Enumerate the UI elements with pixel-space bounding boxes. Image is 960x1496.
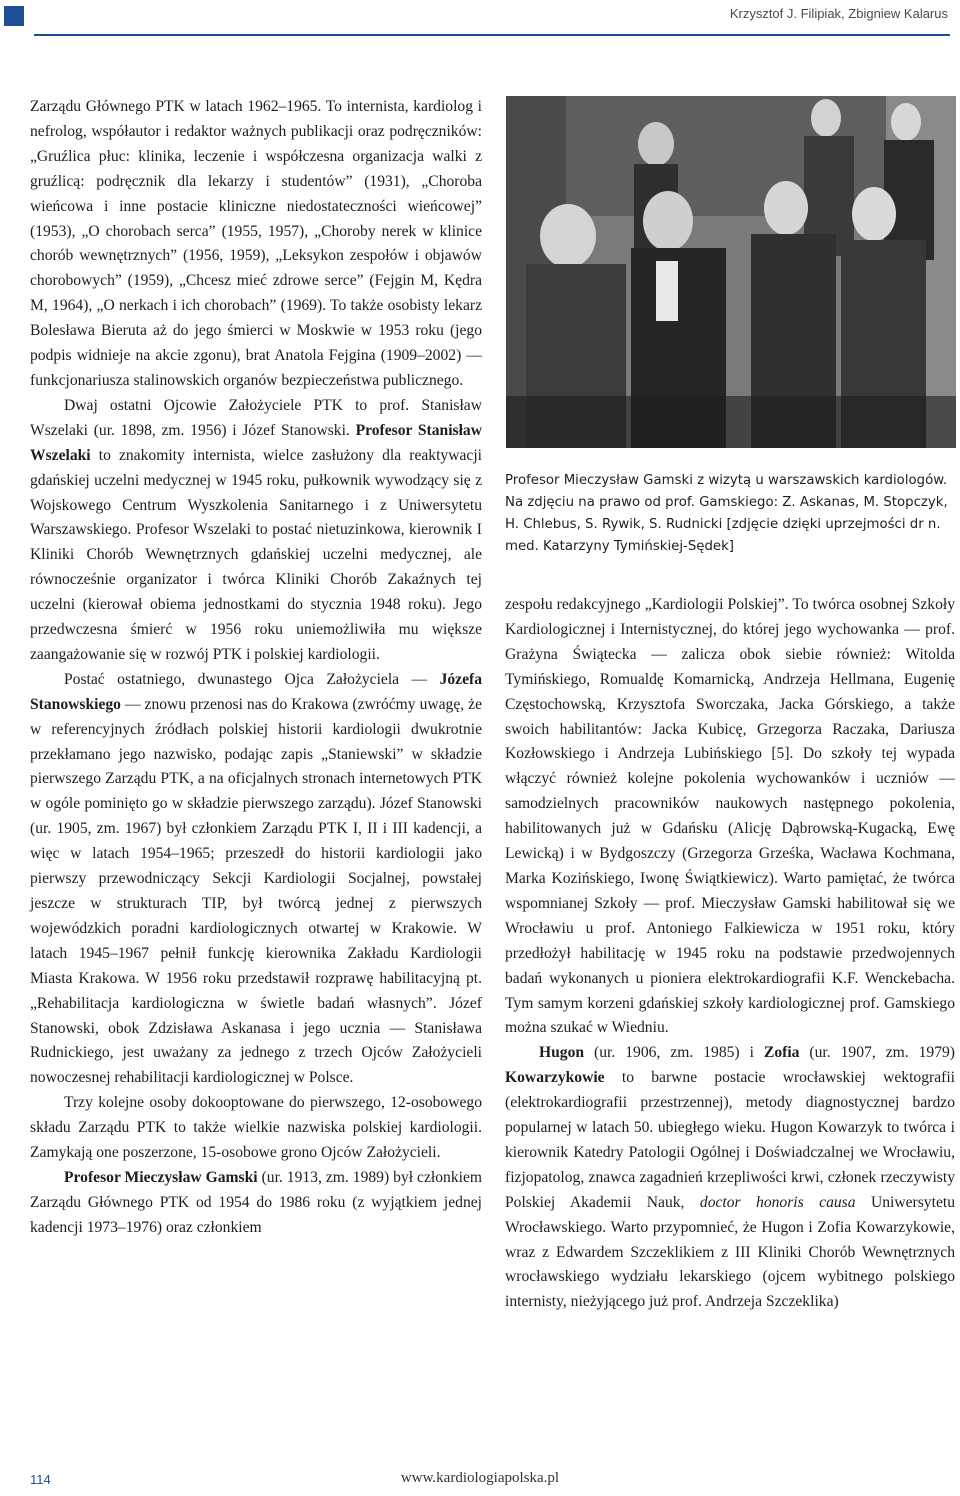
header-rule — [34, 34, 950, 36]
right-paragraph-2-italic: doctor honoris causa — [699, 1193, 856, 1211]
left-paragraph-3 — [30, 668, 482, 1091]
left-paragraph-5-rest: (ur. 1913, zm. 1989) był członkiem Zarządu Głównego PTK od 1954 do 1986 roku (z wyjątkiem jednej kadencji 1973–1976) oraz członkiem — [30, 1168, 483, 1236]
photo-illustration — [506, 96, 956, 448]
header-accent-square — [4, 6, 24, 26]
left-paragraph-3-text: Postać ostatniego, dwunastego Ojca Założyciela — — [64, 670, 440, 688]
right-paragraph-2-text-4: Uniwersytetu Wrocławskiego. Warto przypomnieć, że Hugon i Zofia Kowarzykowie, wraz z Edwardem Szczeklikiem z III Kliniki Chorób Wewnętrznych wrocławskiego wydziału lekarskiego (ojcem wybitnego polskiego internisty, nieżyjącego już prof. Andrzeja Szczeklika) — [505, 1193, 955, 1311]
left-paragraph-4: Trzy kolejne osoby dokooptowane do pierwszego, 12-osobowego składu Zarządu PTK to także wielkie nazwiska polskiej kardiologii. Zamykają one poszerzone, 15-osobowe grono Ojców Założycieli. — [30, 1094, 482, 1162]
right-paragraph-2-text-1: (ur. 1906, zm. 1985) i — [584, 1044, 764, 1062]
left-paragraph-2-rest: to znakomity internista, wielce zasłużony dla reaktywacji gdańskiej uczelni medycznej w 1945 roku, pułkownik wywodzący się z Wojskowego Centrum Wyszkolenia Sanitarnego i z Uniwersytetu Warszawskiego. Profesor Wszelaki to postać nietuzinkowa, kierownik I Kliniki Chorób Wewnętrznych gdańskiej uczelni medycznej, ale równocześnie organizator i twórca Kliniki Chorób Zakaźnych tej uczelni (kierował obiema jednostkami do stycznia 1948 roku). Jego przedwczesna śmierć w 1956 roku uniemożliwiła mu większe zaangażowanie się w rozwój PTK i polskiej kardiologii. — [30, 446, 482, 663]
header-authors: Krzysztof J. Filipiak, Zbigniew Kalarus — [729, 6, 948, 21]
right-paragraph-2 — [505, 1041, 955, 1315]
photo-caption: Profesor Mieczysław Gamski z wizytą u warszawskich kardiologów. Na zdjęciu na prawo od prof. Gamskiego: Z. Askanas, M. Stopczyk, H. Chlebus, S. Rywik, S. Rudnicki [zdjęcie dzięki uprzejmości dr n. med. Katarzyny Tymińskiej-Sędek] — [505, 473, 948, 554]
left-paragraph-1: Zarządu Głównego PTK w latach 1962–1965. To internista, kardiolog i nefrolog, współautor i redaktor ważnych publikacji oraz podręczników: „Gruźlica płuc: klinika, leczenie i współczesna organizacja walki z gruźlicą: podręcznik dla lekarzy i studentów” (1931), „Choroba wieńcowa i inne postacie kliniczne niedostateczności wieńcowej” (1953), „O chorobach serca” (1955, 1957), „Choroby nerek w klinice chorób wewnętrznych” (1956, 1959), „Leksykon zespołów i objawów chorobowych” (1959), „Chcesz mieć zdrowe serce” (Fejgin M, Kędra M, 1964), „O nerkach i ich chorobach” (1969). To także osobisty lekarz Bolesława Bieruta aż do jego śmierci w Moskwie w 1953 roku (jego podpis widnieje na akcie zgonu), brat Anatola Fejgina (1909–2002) — funkcjonariusza stalinowskich organów bezpieczeństwa publicznego. — [30, 98, 482, 389]
left-paragraph-5-bold: Profesor Mieczysław Gamski — [64, 1168, 258, 1186]
right-paragraph-2-bold-1: Hugon — [539, 1044, 585, 1062]
left-paragraph-3-rest: — znowu przenosi nas do Krakowa (zwróćmy uwagę, że w referencyjnych źródłach polskiej historii kardiologii dwukrotnie przekłamano jego nazwisko, podając zapis „Staniewski” w składzie pierwszego Zarządu PTK, a na oficjalnych stronach internetowych PTK w ogóle pominięto go w składzie pierwszego zarządu). Józef Stanowski (ur. 1905, zm. 1967) był członkiem Zarządu PTK I, II i III kadencji, a więc w latach 1954–1965; przeszedł do historii kardiologii jako pierwszy przewodniczący Sekcji Kardiologii Socjalnej, powstałej jeszcze w strukturach TIP, był twórcą jednej z pierwszych wojewódzkich poradni kardiologicznych otwartej w Krakowie. W latach 1945–1967 pełnił funkcję kierownika Zakładu Kardiologii Miasta Krakowa. W 1956 roku przedstawił rozprawę habilitacyjną pt. „Rehabilitacja kardiologiczna w świetle badań własnych”. Józef Stanowski, obok Zdzisława Askanasa i jego ucznia — Stanisława Rudnickiego, jest uważany za jednego z trzech Ojców Założycieli nowoczesnej rehabilitacji kardiologicznej w Polsce. — [30, 695, 482, 1087]
right-paragraph-2-text-3: to barwne postacie wrocławskiej wektografii (elektrokardiografii przestrzennej), metody diagnostycznej bardzo popularnej w latach 50. ubiegłego wieku. Hugon Kowarzyk to twórca i kierownik Katedry Patologii Ogólnej i Doświadczalnej we Wrocławiu, fizjopatolog, znawca zagadnień krzepliwości krwi, członek rzeczywisty Polskiej Akademii Nauk, — [505, 1069, 955, 1211]
right-paragraph-1: zespołu redakcyjnego „Kardiologii Polskiej”. To twórca osobnej Szkoły Kardiologicznej i Internistycznej, do której jego wychowanka — prof. Grażyna Świątecka — zalicza obok siebie również: Witolda Tymińskiego, Romualdę Komarnicką, Andrzeja Hellmana, Eugenię Częstochowską, Krzysztofa Sworczaka, Jacka Górskiego, a także swoich habilitantów: Jacka Kubicę, Grzegorza Raczaka, Dariusza Kozłowskiego i Andrzeja Lubińskiego [5]. Do szkoły tej wypada włączyć również kolejne pokolenia wychowanków i uczniów — samodzielnych pracowników naukowych następnego pokolenia, habilitowanych już w Gdańsku (Alicję Dąbrowską-Kugacką, Ewę Lewicką) i w Bydgoszczy (Grzegorza Grześka, Wacława Kochmana, Marka Kozińskiego, Iwonę Świątkiewicz). Warto pamiętać, że twórca wspomnianej Szkoły — prof. Mieczysław Gamski habilitował się we Wrocławiu u prof. Antoniego Falkiewicza w 1951 roku, który przedłożył habilitację w 1945 roku na podstawie przedwojennych badań wykonanych u pioniera elektrokardiografii K.F. Wenckebacha. Tym samym korzeni gdańskiej szkoły kardiologicznej prof. Gamskiego można szukać w Wiedniu. — [505, 596, 955, 1037]
right-paragraph-2-text-2: (ur. 1907, zm. 1979) — [799, 1044, 956, 1062]
right-paragraph-2-bold-2: Zofia — [763, 1044, 800, 1062]
right-column — [505, 593, 955, 1315]
page-number: 114 — [30, 1472, 51, 1487]
left-paragraph-3-bold: Józefa Stanowskiego — [30, 670, 482, 713]
left-paragraph-2-bold: Profesor Stanisław Wszelaki — [30, 421, 482, 464]
left-paragraph-2-text: Dwaj ostatni Ojcowie Założyciele PTK to prof. Stanisław Wszelaki (ur. 1898, zm. 1956) i Józef Stanowski. — [30, 396, 482, 439]
footer-url: www.kardiologiapolska.pl — [400, 1470, 560, 1486]
left-paragraph-2 — [30, 394, 482, 668]
left-paragraph-5 — [30, 1166, 482, 1241]
historical-photo — [506, 96, 956, 448]
left-column — [30, 95, 482, 1241]
right-paragraph-2-bold-3: Kowarzykowie — [505, 1069, 605, 1087]
